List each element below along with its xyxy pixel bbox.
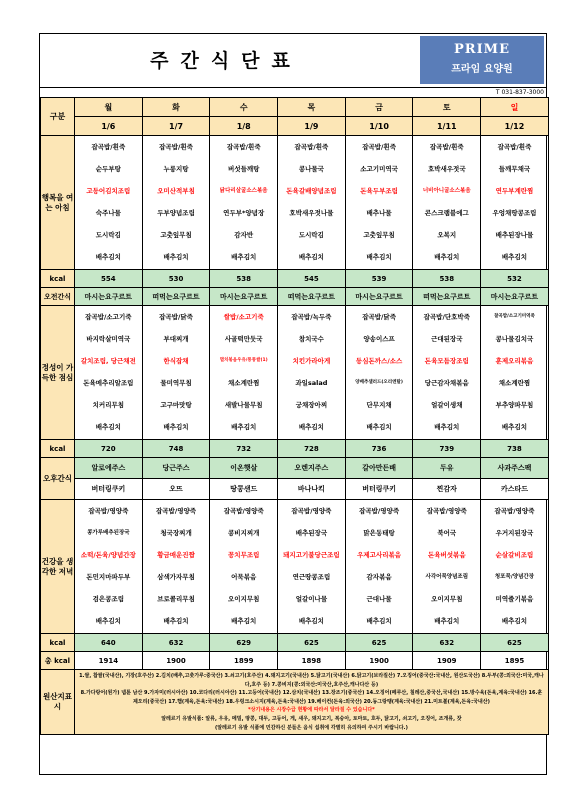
menu-item: 배추김치 — [231, 253, 257, 261]
breakfast-cell — [413, 136, 481, 270]
menu-item: 소고기미역국 — [360, 165, 398, 173]
phone-number: T 031-837-3000 — [495, 89, 544, 96]
snack-pm-food — [481, 479, 549, 500]
menu-item: 단무지채 — [366, 401, 392, 409]
menu-item: 궁채장아찌 — [295, 401, 328, 409]
menu-item: 호박새우젓나물 — [289, 209, 334, 217]
note-line2: 8.가다랑어(원가) 넵튠 남산 9.가자미(러시아산) 10.코다리(러시아산) 11.고등어(국내산) 12.삼치(국내산) 13.장조기(중국산) 14.오징어(페루산, 칠레산,중국산,국내산) 15.방수육(돈육,계육:국내산) 16.훈제오리(중국산) 17.햄(계육,돈육:국내산) 18.우렁크소시지(계육,돈육:국내산) 19.베이컨(돈육:외국산) 20.동그랑땡(계육:국내산) 21.미트볼(계육,돈육:국내산) — [80, 690, 543, 705]
menu-item: 잡곡밥/영양죽 — [291, 507, 332, 515]
menu-item: 배추김치 — [95, 617, 121, 625]
snack-item: 버터링쿠키 — [362, 485, 396, 493]
menu-item: 돈육모듬장조림 — [424, 357, 469, 365]
dinner-cell — [413, 500, 481, 634]
dinner-cell — [210, 500, 278, 634]
snack-pm-food — [142, 479, 210, 500]
breakfast-kcal-value: 530 — [142, 270, 210, 288]
menu-item: 잡곡밥/흰죽 — [91, 143, 126, 151]
menu-item: 순살갈비조림 — [495, 551, 534, 559]
total-kcal-value: 1914 — [75, 652, 143, 670]
lunch-kcal-value: 732 — [210, 440, 278, 458]
page-title: 주간식단표 — [150, 50, 302, 72]
menu-item: 과일salad — [295, 379, 328, 387]
menu-item: 돈육갈배양념조림 — [286, 187, 337, 195]
menu-item: 양송이스프 — [363, 335, 395, 343]
menu-item: 감자반 — [234, 231, 254, 239]
gubun-label: 구분 — [41, 98, 75, 136]
snack-pm-drink — [413, 458, 481, 479]
menu-item: 배추김치 — [298, 617, 324, 625]
lunch-kcal-value: 738 — [481, 440, 549, 458]
lunch-kcal-value: 748 — [142, 440, 210, 458]
menu-item: 배추김치 — [366, 253, 392, 261]
menu-item: 배추김치 — [434, 617, 460, 625]
day-4: 금 — [345, 98, 413, 117]
menu-item: 잡곡밥/영양죽 — [223, 507, 264, 515]
menu-item: 우거지된장국 — [495, 529, 534, 537]
snack-item: 알로에주스 — [91, 464, 126, 472]
snack-pm-label: 오후간식 — [41, 458, 75, 500]
lunch-row — [41, 306, 549, 440]
menu-item: 갈치조림, 당근채전 — [80, 357, 136, 365]
menu-item: 훈제오리볶음 — [495, 357, 534, 365]
total-kcal-value: 1898 — [278, 652, 346, 670]
menu-item: 오복지 — [437, 231, 457, 239]
snack-pm-food — [413, 479, 481, 500]
menu-item: 쌀밥/소고기죽 — [223, 313, 264, 321]
breakfast-label: 행복을 여는 아침 — [41, 136, 75, 270]
dinner-row — [41, 500, 549, 634]
dinner-kcal-row — [41, 634, 549, 652]
menu-item: 잡곡밥/영양죽 — [494, 507, 535, 515]
note-line1: 1.쌀, 찹쌀(국내산), 기장(호주산) 2.김치(배추,고춧가루:중국산) 3.쇠고기(호주산) 4.돼지고기(국내산) 5.닭고기(국내산) 6.닭고기(브라질산) 7.오징어(중국산:국내산, 원산도국산) 8.두부(콩:외국산:미국,캐나다,호주 등) 7.콩비지(콩:외국산:미국산,호주산,캐나다산 등) — [79, 673, 544, 688]
menu-item: 고구마맛탕 — [160, 401, 192, 409]
menu-item: 잡곡밥/닭죽 — [362, 313, 396, 321]
menu-item: 감자볶음 — [366, 573, 392, 581]
snack-pm-row — [41, 458, 549, 479]
menu-item: 잡곡밥/소고기죽 — [85, 313, 132, 321]
breakfast-kcal-value: 538 — [210, 270, 278, 288]
menu-item: 배추김치 — [366, 617, 392, 625]
menu-item: 배추김치 — [163, 423, 189, 431]
snack-item: 당근주스 — [162, 464, 190, 472]
menu-item: 청국장찌개 — [160, 529, 192, 537]
breakfast-cell — [75, 136, 143, 270]
date-1: 1/7 — [142, 117, 210, 136]
date-3: 1/9 — [278, 117, 346, 136]
origin-label: 원산지표시 — [41, 670, 75, 735]
menu-item: 배추된장나물 — [495, 231, 534, 239]
menu-item: 배추김치 — [501, 423, 528, 431]
menu-item: 오이지무침 — [228, 595, 260, 603]
note-line3: *상기내용은 시장수급 현황에 따라서 달라질 수 있습니다* — [248, 707, 375, 714]
menu-item: 고춧잎무침 — [160, 231, 192, 239]
menu-item: 잡곡밥/흰죽 — [226, 143, 261, 151]
menu-item: 배추김치 — [95, 423, 121, 431]
menu-item: 잡곡밥/영양죽 — [426, 507, 467, 515]
total-kcal-value: 1900 — [142, 652, 210, 670]
menu-item: 참치국수 — [298, 335, 324, 343]
menu-item: 잡곡밥/흰죽 — [497, 143, 532, 151]
menu-item: 채소계란찜 — [228, 379, 260, 387]
menu-item: 배추김치 — [434, 253, 460, 261]
menu-item: 양배추샐러드(오리엔탈) — [355, 380, 403, 385]
menu-item: 콘스크램블에그 — [424, 209, 469, 217]
day-3: 목 — [278, 98, 346, 117]
menu-item: 어묵볶음 — [231, 573, 257, 581]
menu-item: 등심돈까스/소스 — [355, 357, 403, 365]
menu-item: 배추김치 — [298, 253, 324, 261]
menu-item: 누룽지탕 — [163, 165, 189, 173]
menu-item: 배추김치 — [434, 423, 460, 431]
menu-item: 미역줄기볶음 — [495, 595, 534, 603]
logo-text: PRIME — [454, 42, 510, 57]
menu-item: 돈민지마파두부 — [86, 573, 131, 581]
menu-item: 검은콩조림 — [92, 595, 125, 603]
breakfast-kcal-row — [41, 270, 549, 288]
snack-pm-drink — [142, 458, 210, 479]
menu-item: 한식잡채 — [163, 357, 189, 365]
logo-subtitle: 프라임 요양원 — [451, 64, 513, 75]
day-2: 수 — [210, 98, 278, 117]
lunch-cell — [75, 306, 143, 440]
menu-item: 얼갈이생채 — [431, 401, 463, 409]
snack-am-value: 마시는요구르트 — [75, 288, 143, 306]
menu-item: 연두부계란찜 — [495, 187, 534, 195]
lunch-kcal-value: 739 — [413, 440, 481, 458]
menu-item: 두부양념조림 — [157, 209, 195, 217]
dinner-label: 건강을 생각한 저녁 — [41, 500, 75, 634]
menu-item: 콩가루배추된장국 — [87, 530, 130, 536]
snack-item: 오뜨 — [169, 485, 183, 493]
menu-item: 버섯들깨탕 — [228, 165, 260, 173]
menu-item: 잡곡밥/영양죽 — [156, 507, 197, 515]
snack-pm-drink — [210, 458, 278, 479]
dinner-kcal-value: 625 — [345, 634, 413, 652]
lunch-kcal-value: 720 — [75, 440, 143, 458]
menu-item: 돼지고기불당근조림 — [283, 551, 340, 559]
dinner-cell — [345, 500, 413, 634]
menu-item: 연근땅콩조림 — [292, 573, 331, 581]
menu-item: 사각어묵양념조림 — [425, 574, 469, 580]
total-kcal-value: 1899 — [210, 652, 278, 670]
menu-item: 잡곡밥/영양죽 — [359, 507, 400, 515]
menu-item: 새발나물무침 — [224, 401, 263, 409]
snack-pm-drink — [278, 458, 346, 479]
menu-item: 돈육메추리알조림 — [83, 379, 134, 387]
breakfast-cell — [345, 136, 413, 270]
menu-item: 채소계란찜 — [498, 379, 531, 387]
menu-item: 치커리무침 — [92, 401, 125, 409]
dinner-cell — [481, 500, 549, 634]
breakfast-kcal-value: 539 — [345, 270, 413, 288]
menu-item: 오이지무침 — [431, 595, 463, 603]
breakfast-kcal-value: 538 — [413, 270, 481, 288]
menu-item: 배추김치 — [163, 253, 189, 261]
snack-item: 바나나킥 — [297, 485, 325, 493]
menu-item: 부대찌개 — [163, 335, 189, 343]
menu-item: 배추김치 — [231, 617, 257, 625]
header — [40, 34, 546, 88]
date-0: 1/6 — [75, 117, 143, 136]
snack-am-value: 마시는요구르트 — [345, 288, 413, 306]
menu-item: 너비아니굴소스볶음 — [422, 188, 471, 194]
day-6: 일 — [481, 98, 549, 117]
total-kcal-value: 1909 — [413, 652, 481, 670]
snack-item: 찐감자 — [436, 485, 457, 493]
lunch-kcal-value: 728 — [278, 440, 346, 458]
menu-item: 물미역무침 — [160, 379, 192, 387]
snack-pm-drink — [481, 458, 549, 479]
dinner-kcal-value: 625 — [481, 634, 549, 652]
date-6: 1/12 — [481, 117, 549, 136]
note-line4: 알레르기 유발식품: 알류, 우유, 메밀, 땅콩, 대두, 고등어, 게, 새우, 돼지고기, 복숭아, 토마토, 호두, 닭고기, 쇠고기, 오징어, 조개류, 잣 — [161, 715, 462, 722]
snack-am-value: 마시는요구르트 — [210, 288, 278, 306]
menu-item: 청포묵/양념간장 — [494, 574, 535, 580]
date-2: 1/8 — [210, 117, 278, 136]
menu-item: 고등어김치조림 — [86, 187, 131, 195]
menu-item: 근대된장국 — [431, 335, 463, 343]
snack-am-value: 떠먹는요구르트 — [413, 288, 481, 306]
menu-item: 잡곡밥/흰죽 — [429, 143, 464, 151]
menu-item: 우제고사리볶음 — [357, 551, 402, 559]
lunch-cell — [481, 306, 549, 440]
menu-item: 치킨가라아게 — [292, 357, 331, 365]
origin-row — [41, 670, 549, 735]
menu-item: 배추나물 — [366, 209, 392, 217]
total-kcal-value: 1900 — [345, 652, 413, 670]
lunch-kcal-label: kcal — [41, 440, 75, 458]
menu-item: 잡곡밥/흰죽 — [294, 143, 329, 151]
breakfast-kcal-value: 554 — [75, 270, 143, 288]
dinner-kcal-value: 632 — [142, 634, 210, 652]
lunch-cell — [210, 306, 278, 440]
menu-item: 순두부탕 — [95, 165, 121, 173]
menu-item: 얼갈이나물 — [295, 595, 328, 603]
menu-item: 배추김치 — [366, 423, 392, 431]
day-1: 화 — [142, 98, 210, 117]
menu-item: 맑은동태탕 — [363, 529, 395, 537]
snack-item: 버터링쿠키 — [91, 485, 126, 493]
lunch-kcal-value: 736 — [345, 440, 413, 458]
menu-item: 우엉채땅콩조림 — [492, 209, 537, 217]
menu-item: 배추김치 — [298, 423, 324, 431]
menu-item: 숙주나물 — [95, 209, 121, 217]
day-0: 월 — [75, 98, 143, 117]
snack-item: 오렌지주스 — [294, 464, 329, 472]
dinner-kcal-value: 640 — [75, 634, 143, 652]
prime-logo — [420, 36, 544, 84]
breakfast-cell — [210, 136, 278, 270]
menu-item: 닭다리살굴소스볶음 — [219, 188, 268, 194]
menu-item: 호박새우젓국 — [427, 165, 466, 173]
breakfast-cell — [481, 136, 549, 270]
menu-item: 바지락살미역국 — [86, 335, 131, 343]
date-5: 1/11 — [413, 117, 481, 136]
menu-item: 북어국 — [437, 529, 457, 537]
snack-item: 갈아만든배 — [362, 464, 396, 472]
dinner-cell — [278, 500, 346, 634]
breakfast-kcal-value: 545 — [278, 270, 346, 288]
snack-pm-food — [210, 479, 278, 500]
dinner-kcal-value: 632 — [413, 634, 481, 652]
snack-item: 카스타드 — [500, 485, 528, 493]
lunch-label: 정성이 가득한 점심 — [41, 306, 75, 440]
menu-item: 사골떡만둣국 — [224, 335, 263, 343]
menu-item: 잡곡밥/영양죽 — [88, 507, 129, 515]
snack-item: 이온햇살 — [230, 464, 258, 472]
date-row — [41, 117, 549, 136]
menu-item: 배추김치 — [501, 617, 528, 625]
day-row — [41, 98, 549, 117]
menu-item: 당근감자채볶음 — [424, 379, 469, 387]
menu-item: 도시락김 — [298, 231, 324, 239]
breakfast-kcal-value: 532 — [481, 270, 549, 288]
snack-pm-drink — [75, 458, 143, 479]
menu-item: 부추양파무침 — [495, 401, 534, 409]
snack-pm-row-2 — [41, 479, 549, 500]
menu-item: 고춧잎무침 — [363, 231, 395, 239]
menu-item: 배추김치 — [95, 253, 121, 261]
menu-item: 콩나물김치국 — [495, 335, 534, 343]
dinner-kcal-value: 625 — [278, 634, 346, 652]
date-4: 1/10 — [345, 117, 413, 136]
total-kcal-row — [41, 652, 549, 670]
lunch-cell — [278, 306, 346, 440]
menu-item: 잡곡밥/닭죽 — [159, 313, 193, 321]
day-5: 토 — [413, 98, 481, 117]
total-kcal-value: 1895 — [481, 652, 549, 670]
menu-item: 소떡/돈육/양념간장 — [80, 551, 136, 559]
lunch-cell — [413, 306, 481, 440]
menu-item: 꽁치무조림 — [228, 551, 260, 559]
dinner-cell — [142, 500, 210, 634]
menu-item: 콩나물국 — [298, 165, 324, 173]
breakfast-kcal-label: kcal — [41, 270, 75, 288]
breakfast-cell — [278, 136, 346, 270]
menu-item: 황금매운진짬 — [157, 551, 195, 559]
menu-item: 도시락김 — [95, 231, 121, 239]
snack-am-value: 떠먹는요구르트 — [278, 288, 346, 306]
menu-item: 잡곡밥/녹두죽 — [291, 313, 332, 321]
menu-item: 찰곡밥/소고기미역죽 — [494, 314, 535, 319]
snack-item: 땅콩샌드 — [230, 485, 258, 493]
menu-item: 배추김치 — [231, 423, 257, 431]
menu-table — [40, 97, 549, 735]
menu-item: 돈육두부조림 — [360, 187, 398, 195]
lunch-cell — [345, 306, 413, 440]
menu-item: 콩비지찌개 — [228, 529, 260, 537]
menu-item: 오미산적부침 — [157, 187, 195, 195]
snack-pm-drink — [345, 458, 413, 479]
snack-am-value: 떠먹는요구르트 — [142, 288, 210, 306]
dinner-kcal-value: 629 — [210, 634, 278, 652]
menu-item: 들깨무채국 — [498, 165, 531, 173]
breakfast-row — [41, 136, 549, 270]
menu-item: 잡곡밥/단호박죽 — [423, 313, 470, 321]
origin-notes — [75, 670, 549, 735]
menu-item: 돈육버섯볶음 — [427, 551, 466, 559]
lunch-kcal-row — [41, 440, 549, 458]
lunch-cell — [142, 306, 210, 440]
menu-item: 잡곡밥/흰죽 — [159, 143, 193, 151]
snack-am-value: 마시는요구르트 — [481, 288, 549, 306]
weekly-menu-sheet — [39, 33, 547, 775]
dinner-cell — [75, 500, 143, 634]
menu-item: 브로콜리무침 — [157, 595, 195, 603]
menu-item: 근대나물 — [366, 595, 392, 603]
snack-am-row — [41, 288, 549, 306]
menu-item: 잡곡밥/흰죽 — [362, 143, 396, 151]
snack-pm-food — [75, 479, 143, 500]
menu-item: 삼색가자무침 — [157, 573, 195, 581]
snack-item: 두유 — [440, 464, 454, 472]
snack-am-label: 오전간식 — [41, 288, 75, 306]
total-kcal-label: 총 kcal — [41, 652, 75, 670]
note-line5: (알레르기 유발 식품에 민감하신 분들은 음식 섭취에 각별히 유의하여 주시기 바랍니다.) — [214, 724, 408, 731]
breakfast-cell — [142, 136, 210, 270]
menu-item: 배추김치 — [163, 617, 189, 625]
menu-item: 배추된장국 — [295, 529, 328, 537]
snack-pm-food — [278, 479, 346, 500]
menu-item: 연두부*양념장 — [223, 209, 265, 217]
menu-item: 배추김치 — [501, 253, 528, 261]
menu-item: 멸치볶음우유/통통쌀(1) — [219, 358, 268, 363]
snack-pm-food — [345, 479, 413, 500]
dinner-kcal-label: kcal — [41, 634, 75, 652]
snack-item: 사과주스팩 — [497, 464, 532, 472]
